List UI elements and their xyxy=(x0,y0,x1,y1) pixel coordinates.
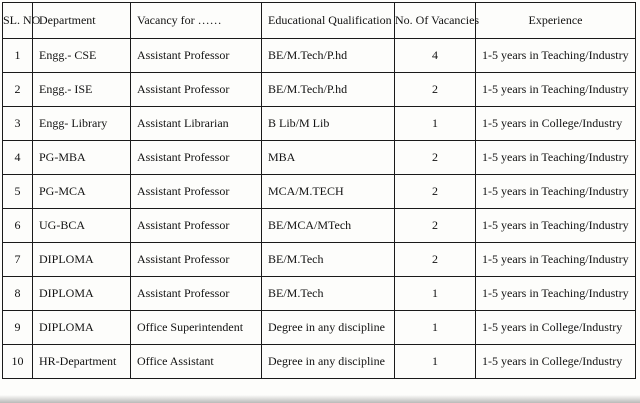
cell-vacancy: Assistant Professor xyxy=(131,175,262,209)
table-row xyxy=(3,107,636,141)
cell-vacancy: Assistant Librarian xyxy=(131,107,262,141)
cell-count: 1 xyxy=(395,107,476,141)
table-row xyxy=(3,39,636,73)
cell-experience: 1-5 years in Teaching/Industry xyxy=(476,209,636,243)
cell-experience: 1-5 years in Teaching/Industry xyxy=(476,39,636,73)
cell-qualification: BE/M.Tech xyxy=(262,243,395,277)
cell-qualification: MBA xyxy=(262,141,395,175)
cell-department: Engg- Library xyxy=(33,107,131,141)
cell-sl: 10 xyxy=(3,345,33,379)
header-department: Department xyxy=(33,3,131,39)
cell-sl: 4 xyxy=(3,141,33,175)
cell-sl: 9 xyxy=(3,311,33,345)
cell-experience: 1-5 years in Teaching/Industry xyxy=(476,175,636,209)
cell-qualification: Degree in any discipline xyxy=(262,311,395,345)
cell-sl: 8 xyxy=(3,277,33,311)
header-sl-no: SL. NO xyxy=(3,3,33,39)
cell-count: 1 xyxy=(395,277,476,311)
cell-qualification: BE/M.Tech/P.hd xyxy=(262,39,395,73)
cell-vacancy: Office Assistant xyxy=(131,345,262,379)
cell-qualification: BE/M.Tech xyxy=(262,277,395,311)
cell-department: PG-MCA xyxy=(33,175,131,209)
cell-count: 2 xyxy=(395,141,476,175)
table-row xyxy=(3,175,636,209)
cell-sl: 3 xyxy=(3,107,33,141)
table-row xyxy=(3,277,636,311)
cell-count: 4 xyxy=(395,39,476,73)
cell-sl: 7 xyxy=(3,243,33,277)
cell-vacancy: Assistant Professor xyxy=(131,141,262,175)
vacancy-table xyxy=(2,2,636,379)
table-body xyxy=(3,39,636,379)
cell-count: 1 xyxy=(395,311,476,345)
cell-count: 2 xyxy=(395,209,476,243)
cell-department: DIPLOMA xyxy=(33,277,131,311)
cell-count: 2 xyxy=(395,73,476,107)
table-row xyxy=(3,243,636,277)
header-qualification: Educational Qualification xyxy=(262,3,395,39)
cell-experience: 1-5 years in College/Industry xyxy=(476,311,636,345)
cell-department: PG-MBA xyxy=(33,141,131,175)
cell-vacancy: Assistant Professor xyxy=(131,73,262,107)
cell-department: DIPLOMA xyxy=(33,311,131,345)
cell-count: 1 xyxy=(395,345,476,379)
cell-count: 2 xyxy=(395,175,476,209)
header-row xyxy=(3,3,636,39)
cell-sl: 6 xyxy=(3,209,33,243)
cell-sl: 1 xyxy=(3,39,33,73)
cell-vacancy: Assistant Professor xyxy=(131,209,262,243)
table-row xyxy=(3,141,636,175)
cell-qualification: Degree in any discipline xyxy=(262,345,395,379)
page-edge-shadow xyxy=(0,395,640,403)
cell-experience: 1-5 years in Teaching/Industry xyxy=(476,73,636,107)
cell-department: Engg.- ISE xyxy=(33,73,131,107)
cell-qualification: BE/MCA/MTech xyxy=(262,209,395,243)
cell-experience: 1-5 years in Teaching/Industry xyxy=(476,277,636,311)
cell-count: 2 xyxy=(395,243,476,277)
cell-department: Engg.- CSE xyxy=(33,39,131,73)
cell-qualification: MCA/M.TECH xyxy=(262,175,395,209)
cell-experience: 1-5 years in College/Industry xyxy=(476,345,636,379)
cell-experience: 1-5 years in Teaching/Industry xyxy=(476,243,636,277)
table-row xyxy=(3,311,636,345)
cell-vacancy: Assistant Professor xyxy=(131,277,262,311)
table-row xyxy=(3,345,636,379)
cell-department: DIPLOMA xyxy=(33,243,131,277)
cell-experience: 1-5 years in College/Industry xyxy=(476,107,636,141)
header-vacancy-for: Vacancy for …… xyxy=(131,3,262,39)
table-header xyxy=(3,3,636,39)
cell-sl: 5 xyxy=(3,175,33,209)
header-experience: Experience xyxy=(476,3,636,39)
cell-experience: 1-5 years in Teaching/Industry xyxy=(476,141,636,175)
table-row xyxy=(3,73,636,107)
cell-department: UG-BCA xyxy=(33,209,131,243)
cell-vacancy: Assistant Professor xyxy=(131,39,262,73)
cell-qualification: BE/M.Tech/P.hd xyxy=(262,73,395,107)
cell-vacancy: Office Superintendent xyxy=(131,311,262,345)
cell-sl: 2 xyxy=(3,73,33,107)
cell-vacancy: Assistant Professor xyxy=(131,243,262,277)
cell-department: HR-Department xyxy=(33,345,131,379)
header-no-of-vacancies: No. Of Vacancies xyxy=(395,3,476,39)
table-row xyxy=(3,209,636,243)
cell-qualification: B Lib/M Lib xyxy=(262,107,395,141)
